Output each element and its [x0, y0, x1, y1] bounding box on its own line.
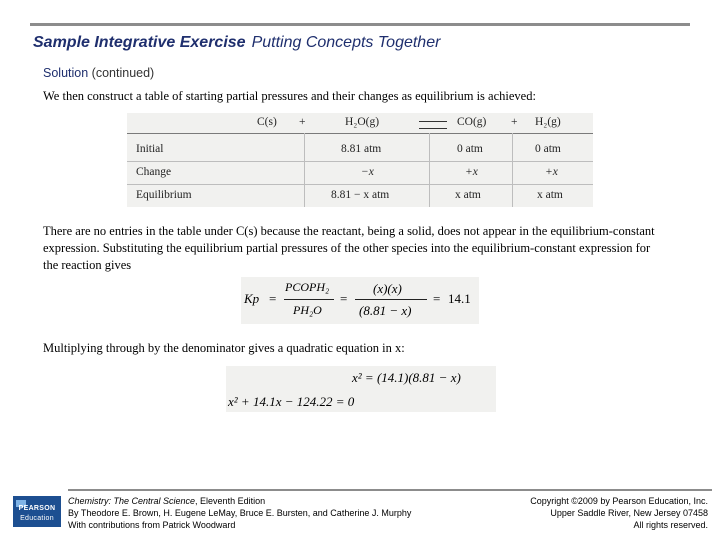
ice-header-co: CO(g)	[457, 116, 487, 128]
equals-sign-2: =	[340, 291, 348, 306]
equilibrium-arrow-icon	[419, 121, 447, 129]
kp-symbol: Kp	[244, 291, 260, 306]
ice-initial-h2o: 8.81 atm	[341, 143, 382, 155]
footer-divider	[68, 489, 712, 491]
rights-line: All rights reserved.	[633, 520, 708, 530]
logo-line-1: PEARSON	[18, 505, 56, 512]
logo-line-2: Education	[20, 515, 54, 522]
paragraph-3: Multiplying through by the denominator gives a quadratic equation in x:	[43, 341, 405, 355]
ice-col-divider-2	[429, 133, 430, 207]
pearson-logo	[13, 496, 61, 527]
ice-row-label-equilibrium: Equilibrium	[136, 189, 192, 201]
ice-change-h2: +x	[545, 166, 558, 178]
ice-row-rule-2	[127, 184, 593, 185]
ice-header-h2: H₂(g)	[535, 116, 561, 128]
title-bold: Sample Integrative Exercise	[33, 34, 246, 51]
ice-equilibrium-h2: x atm	[537, 189, 563, 201]
solution-heading	[43, 66, 154, 80]
ice-row-label-initial: Initial	[136, 143, 164, 155]
denominator-881-x: (8.81 − x)	[359, 303, 412, 318]
copyright-line: Copyright ©2009 by Pearson Education, Inc.	[530, 496, 708, 506]
solution-suffix: (continued)	[91, 66, 155, 80]
ice-table	[127, 113, 593, 207]
book-edition: , Eleventh Edition	[195, 496, 266, 506]
ice-equilibrium-h2o: 8.81 − x atm	[331, 189, 390, 201]
book-title: Chemistry: The Central Science	[68, 496, 196, 506]
footer-authors: By Theodore E. Brown, H. Eugene LeMay, Bruce E. Bursten, and Catherine J. Murphy	[68, 508, 412, 518]
footer-book-line	[68, 495, 411, 507]
kp-value: 14.1	[448, 291, 471, 306]
quadratic-line-2: x² + 14.1x − 124.22 = 0	[228, 394, 355, 409]
numerator-xx: (x)(x)	[373, 281, 402, 296]
denominator-pressure: PH₂O	[293, 303, 322, 317]
footer-copyright	[530, 495, 708, 531]
numerator-pressures: PCOPH₂	[285, 280, 330, 294]
ice-equilibrium-co: x atm	[455, 189, 481, 201]
address-line: Upper Saddle River, New Jersey 07458	[550, 508, 708, 518]
fraction-bar-1	[284, 299, 334, 300]
ice-header-h2o: H₂O(g)	[345, 116, 380, 128]
solution-label: Solution	[43, 66, 89, 80]
paragraph-1: We then construct a table of starting partial pressures and their changes as equilibrium is achieved:	[43, 89, 536, 103]
equals-sign-1: =	[269, 291, 277, 306]
ice-change-co: +x	[465, 166, 478, 178]
equilibrium-expression	[241, 277, 479, 324]
ice-col-divider-1	[304, 133, 305, 207]
ice-header-plus-1: +	[299, 116, 306, 128]
ice-initial-co: 0 atm	[457, 143, 483, 155]
ice-header-rule	[127, 133, 593, 134]
slide-title	[33, 34, 440, 52]
ice-header-plus-2: +	[511, 116, 518, 128]
paragraph-2: There are no entries in the table under C(s) because the reactant, being a solid, does not appear in the equilibrium-constant expression. Substituting the equilibrium partial pressures of the other species into the equilibrium-constant expression for the reaction gives	[43, 224, 655, 272]
title-subtitle: Putting Concepts Together	[251, 34, 441, 51]
equals-sign-3: =	[433, 291, 441, 306]
quadratic-line-1: x² = (14.1)(8.81 − x)	[352, 370, 461, 385]
top-divider	[30, 23, 690, 26]
ice-row-rule-1	[127, 161, 593, 162]
ice-header-c: C(s)	[257, 116, 277, 128]
footer-contributions: With contributions from Patrick Woodward	[68, 520, 236, 530]
quadratic-equations	[226, 366, 496, 412]
ice-row-label-change: Change	[136, 166, 172, 178]
ice-change-h2o: −x	[361, 166, 374, 178]
ice-initial-h2: 0 atm	[535, 143, 561, 155]
ice-col-divider-3	[512, 133, 513, 207]
footer-citation	[68, 495, 411, 531]
fraction-bar-2	[355, 299, 427, 300]
